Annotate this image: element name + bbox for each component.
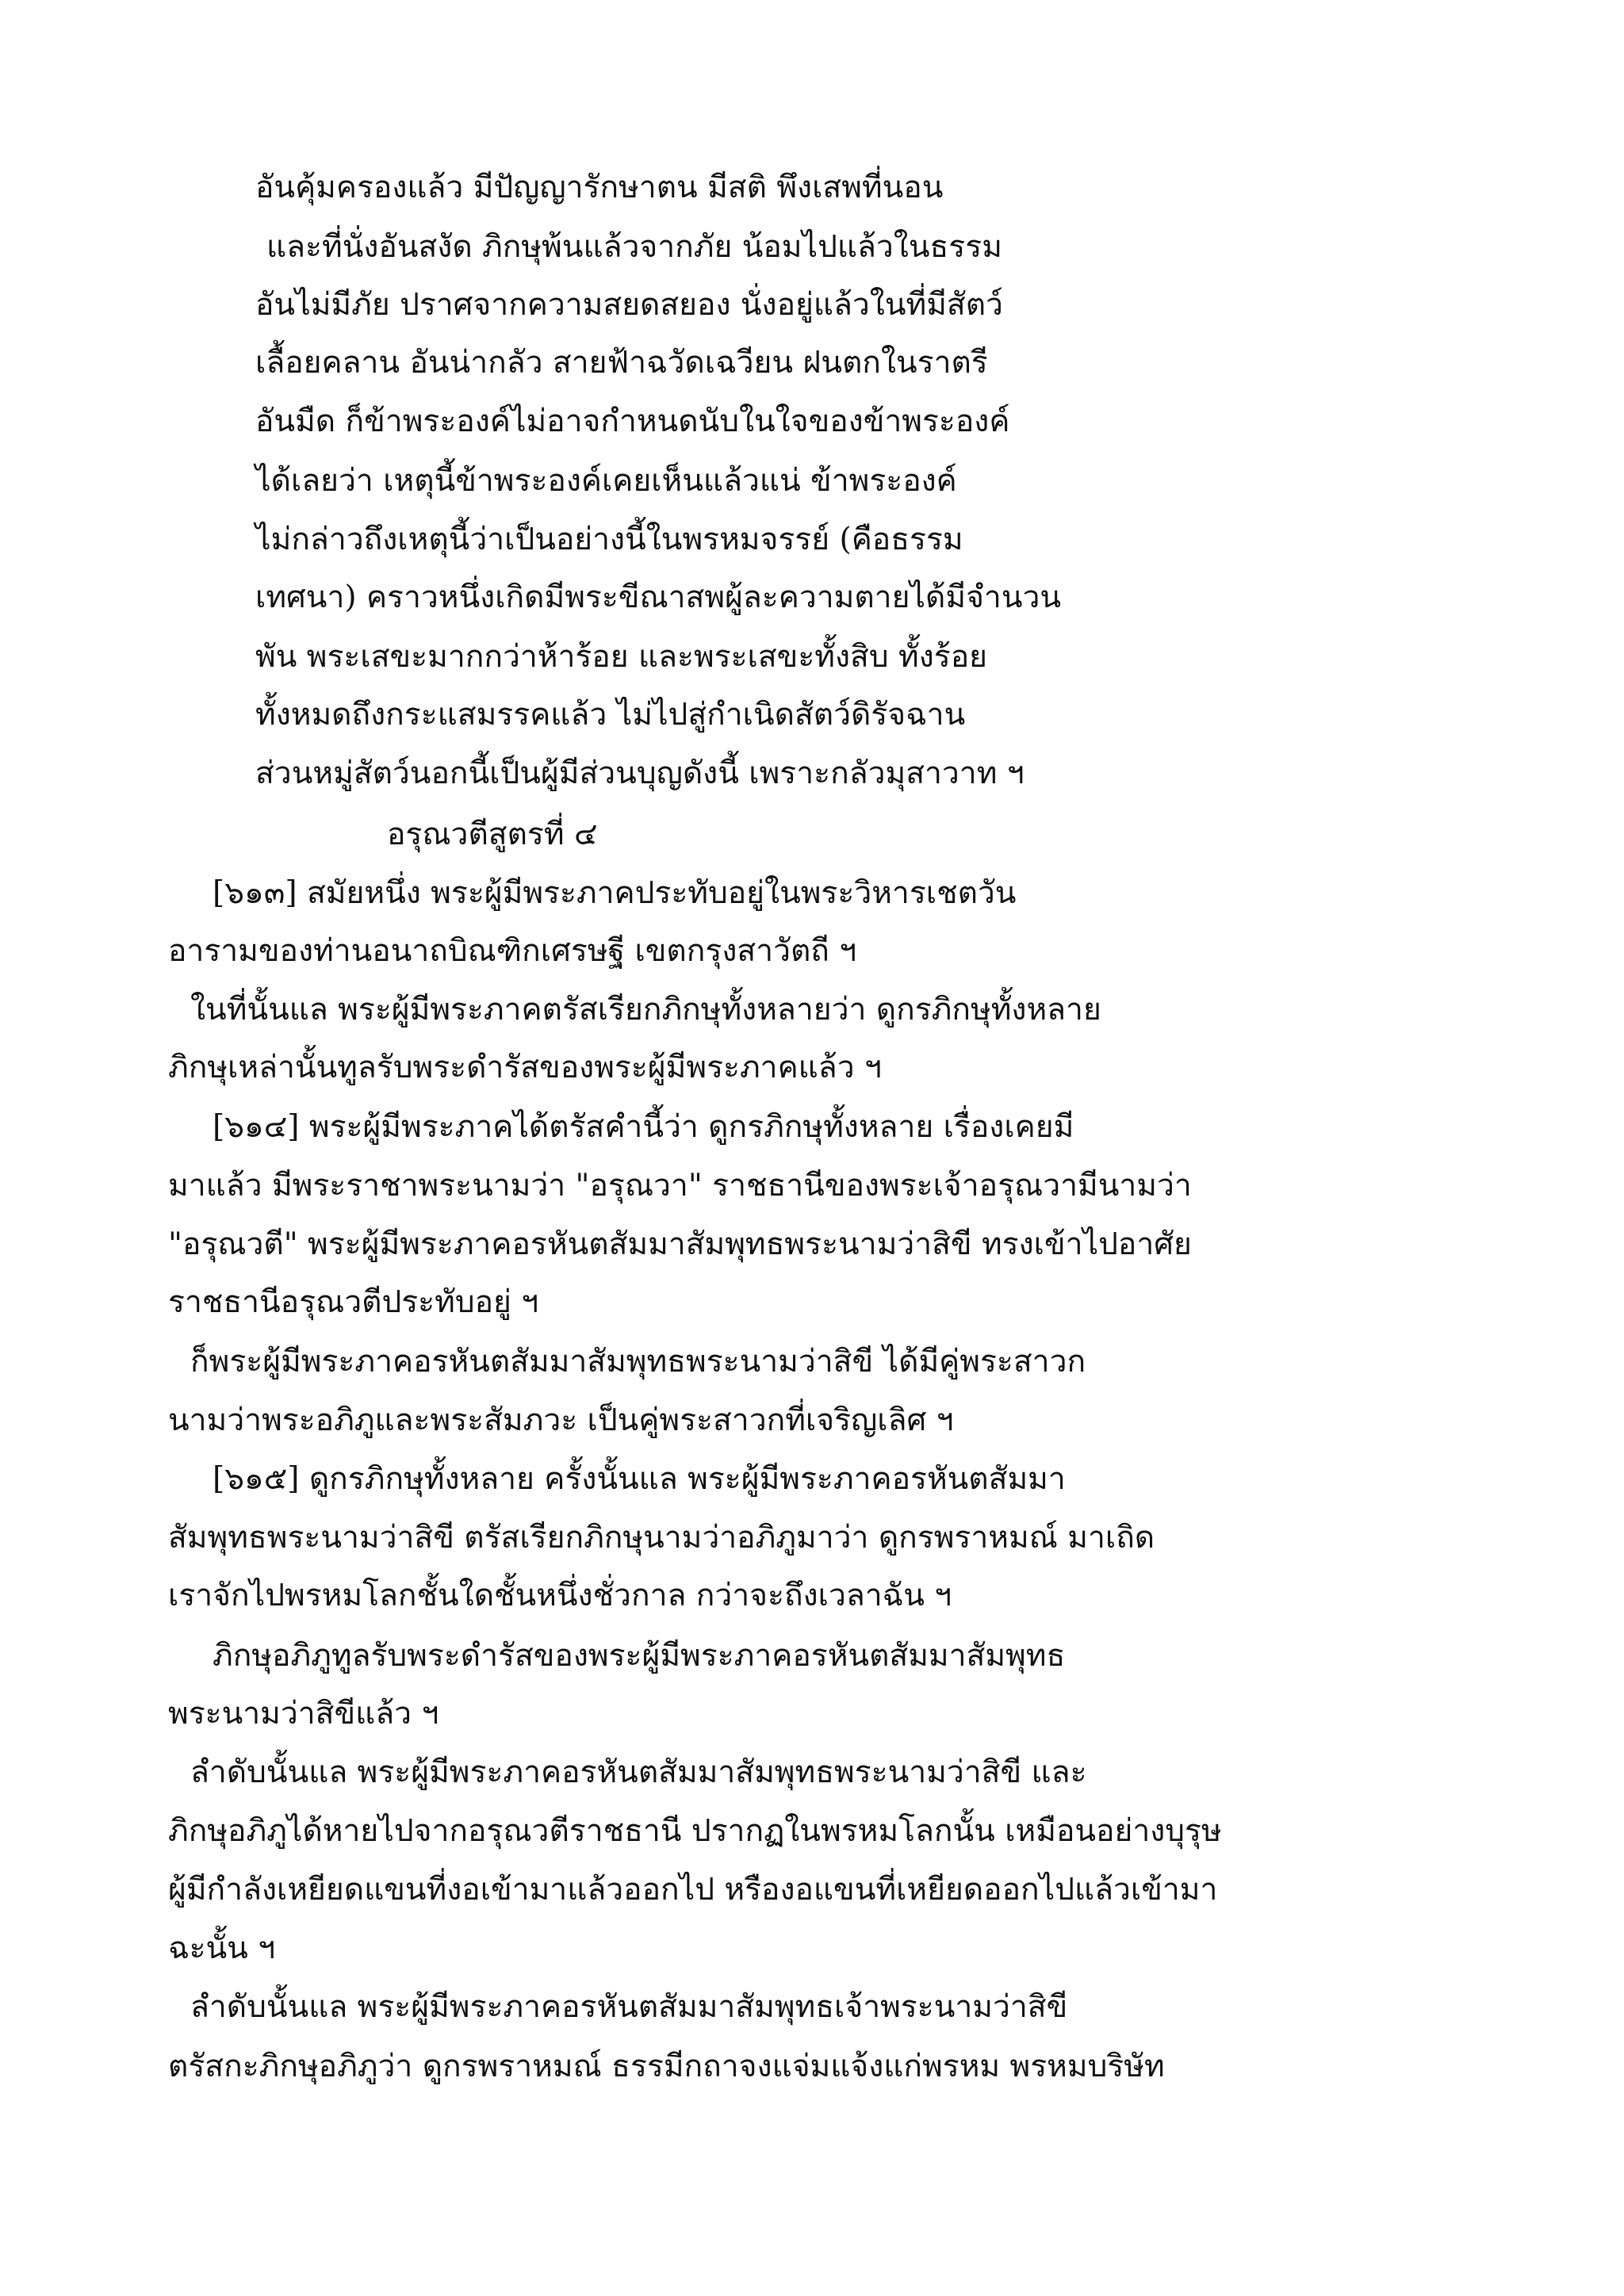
paragraph-line: ฉะนั้น ฯ: [168, 1931, 276, 1966]
paragraph-line: พระนามว่าสิขีแล้ว ฯ: [168, 1696, 439, 1732]
paragraph-line: ตรัสกะภิกษุอภิภูว่า ดูกรพราหมณ์ ธรรมีกถาจงแจ่มแจ้งแก่พรหม พรหมบริษัท: [168, 2049, 1165, 2084]
verse-line: เทศนา) คราวหนึ่งเกิดมีพระขีณาสพผู้ละความตายได้มีจำนวน: [255, 580, 1062, 615]
paragraph-line: "อรุณวตี" พระผู้มีพระภาคอรหันตสัมมาสัมพุทธพระนามว่าสิขี ทรงเข้าไปอาศัย: [168, 1226, 1192, 1262]
paragraph-line: ลำดับนั้นแล พระผู้มีพระภาคอรหันตสัมมาสัมพุทธเจ้าพระนามว่าสิขี: [190, 1989, 1068, 2025]
verse-line: ได้เลยว่า เหตุนี้ข้าพระองค์เคยเห็นแล้วแน่ ข้าพระองค์: [255, 463, 957, 499]
paragraph-line: ภิกษุอภิภูได้หายไปจากอรุณวตีราชธานี ปรากฏในพรหมโลกนั้น เหมือนอย่างบุรุษ: [168, 1813, 1222, 1849]
sutta-title: อรุณวตีสูตรที่ ๔: [387, 817, 598, 852]
verse-line: ส่วนหมู่สัตว์นอกนี้เป็นผู้มีส่วนบุญดังนี้ เพราะกลัวมุสาวาท ฯ: [255, 756, 1025, 791]
paragraph-line: สัมพุทธพระนามว่าสิขี ตรัสเรียกภิกษุนามว่าอภิภูมาว่า ดูกรพราหมณ์ มาเถิด: [168, 1520, 1155, 1556]
paragraph-line: ภิกษุเหล่านั้นทูลรับพระดำรัสของพระผู้มีพระภาคแล้ว ฯ: [168, 1050, 882, 1085]
paragraph-line: [๖๑๓] สมัยหนึ่ง พระผู้มีพระภาคประทับอยู่ในพระวิหารเชตวัน: [213, 875, 1017, 911]
verse-line: ไม่กล่าวถึงเหตุนี้ว่าเป็นอย่างนี้ในพรหมจรรย์ (คือธรรม: [255, 522, 963, 557]
paragraph-line: เราจักไปพรหมโลกชั้นใดชั้นหนึ่งชั่วกาล กว่าจะถึงเวลาฉัน ฯ: [168, 1578, 952, 1613]
verse-line: อันมืด ก็ข้าพระองค์ไม่อาจกำหนดนับในใจของข้าพระองค์: [255, 404, 1010, 439]
paragraph-line: ก็พระผู้มีพระภาคอรหันตสัมมาสัมพุทธพระนามว่าสิขี ได้มีคู่พระสาวก: [190, 1344, 1086, 1380]
paragraph-line: มาแล้ว มีพระราชาพระนามว่า "อรุณวา" ราชธานีของพระเจ้าอรุณวามีนามว่า: [168, 1168, 1192, 1203]
paragraph-line: ลำดับนั้นแล พระผู้มีพระภาคอรหันตสัมมาสัมพุทธพระนามว่าสิขี และ: [190, 1755, 1087, 1790]
paragraph-line: ราชธานีอรุณวตีประทับอยู่ ฯ: [168, 1284, 539, 1320]
verse-line: พัน พระเสขะมากกว่าห้าร้อย และพระเสขะทั้งสิบ ทั้งร้อย: [255, 639, 987, 675]
paragraph-line: ภิกษุอภิภูทูลรับพระดำรัสของพระผู้มีพระภาคอรหันตสัมมาสัมพุทธ: [213, 1638, 1066, 1674]
paragraph-line: ในที่นั้นแล พระผู้มีพระภาคตรัสเรียกภิกษุทั้งหลายว่า ดูกรภิกษุทั้งหลาย: [190, 992, 1101, 1027]
paragraph-line: นามว่าพระอภิภูและพระสัมภวะ เป็นคู่พระสาวกที่เจริญเลิศ ฯ: [168, 1402, 954, 1438]
verse-line: และที่นั่งอันสงัด ภิกษุพ้นแล้วจากภัย น้อมไปแล้วในธรรม: [266, 229, 1002, 265]
verse-line: เลื้อยคลาน อันน่ากลัว สายฟ้าฉวัดเฉวียน ฝนตกในราตรี: [255, 345, 988, 381]
paragraph-line: ผู้มีกำลังเหยียดแขนที่งอเข้ามาแล้วออกไป หรืองอแขนที่เหยียดออกไปแล้วเข้ามา: [168, 1872, 1218, 1908]
paragraph-line: [๖๑๔] พระผู้มีพระภาคได้ตรัสคำนี้ว่า ดูกรภิกษุทั้งหลาย เรื่องเคยมี: [213, 1109, 1074, 1145]
verse-line: อันไม่มีภัย ปราศจากความสยดสยอง นั่งอยู่แล้วในที่มีสัตว์: [255, 287, 1003, 323]
verse-line: ทั้งหมดถึงกระแสมรรคแล้ว ไม่ไปสู่กำเนิดสัตว์ดิรัจฉาน: [255, 697, 966, 733]
paragraph-line: อารามของท่านอนาถบิณฑิกเศรษฐี เขตกรุงสาวัตถี ฯ: [168, 933, 857, 969]
paragraph-line: [๖๑๕] ดูกรภิกษุทั้งหลาย ครั้งนั้นแล พระผู้มีพระภาคอรหันตสัมมา: [213, 1461, 1066, 1497]
verse-line: อันคุ้มครองแล้ว มีปัญญารักษาตน มีสติ พึงเสพที่นอน: [255, 170, 944, 205]
